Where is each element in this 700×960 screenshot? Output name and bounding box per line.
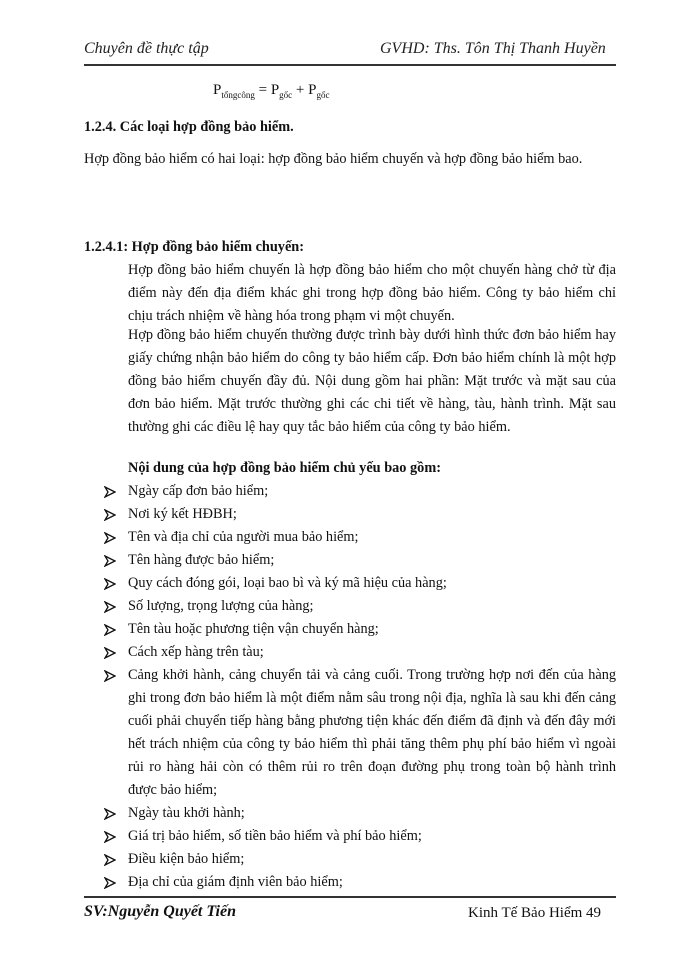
list-item-text: Cảng khởi hành, cảng chuyển tải và cảng cuối. Trong trường hợp nơi đến của hàng ghi trong đơn bảo hiểm là một điểm nằm sâu trong nội địa, nghĩa là sau khi đến cảng cuối phải chuyển tiếp hàng bằng phương tiện khác đến điểm đã định và đến đây mới hết trách nhiệm của công ty bảo hiểm thì phải tăng thêm phụ phí bảo hiểm vì ngoài rủi ro hàng hải còn có thêm rủi ro trên đoạn đường phụ trong toàn bộ hành trình được bảo hiểm; bbox=[128, 667, 616, 798]
arrowhead-bullet-icon bbox=[104, 486, 116, 498]
list-item-text: Tên và địa chỉ của người mua bảo hiểm; bbox=[128, 529, 359, 545]
arrowhead-bullet-icon bbox=[104, 555, 116, 567]
formula-term1-subscript: gốc bbox=[279, 90, 293, 100]
formula-plus: + bbox=[292, 82, 309, 98]
list-item-text: Nơi ký kết HĐBH; bbox=[128, 506, 237, 522]
arrowhead-bullet-icon bbox=[104, 578, 116, 590]
header-divider bbox=[84, 64, 616, 66]
arrowhead-bullet-icon bbox=[104, 854, 116, 866]
content-list bbox=[104, 480, 616, 894]
section-intro: Hợp đồng bảo hiểm có hai loại: hợp đồng bảo hiểm chuyến và hợp đồng bảo hiểm bao. bbox=[84, 151, 583, 167]
list-item bbox=[104, 664, 616, 802]
list-item-text: Ngày tàu khởi hành; bbox=[128, 805, 245, 821]
list-item bbox=[104, 480, 616, 503]
list-item-text: Ngày cấp đơn bảo hiểm; bbox=[128, 483, 269, 499]
formula-equals: = bbox=[254, 82, 271, 98]
list-item-text: Tên tàu hoặc phương tiện vận chuyển hàng; bbox=[128, 621, 379, 637]
footer-page-info: Kinh Tế Bảo Hiểm 49 bbox=[468, 905, 602, 921]
list-item-text: Điều kiện bảo hiểm; bbox=[128, 851, 245, 867]
list-item-text: Giá trị bảo hiểm, số tiền bảo hiểm và phí bảo hiểm; bbox=[128, 828, 422, 844]
footer-divider bbox=[84, 896, 616, 898]
list-item-text: Cách xếp hàng trên tàu; bbox=[128, 644, 264, 660]
paragraph-1: Hợp đồng bảo hiểm chuyến là hợp đồng bảo hiểm cho một chuyến hàng chở từ địa điểm này đến địa điểm khác ghi trong hợp đồng bảo hiểm. Công ty bảo hiểm chỉ chịu trách nhiệm về hàng hóa trong phạm vi một chuyến. bbox=[128, 262, 616, 324]
list-item bbox=[104, 618, 616, 641]
list-item bbox=[104, 595, 616, 618]
footer-student: SV:Nguyễn Quyết Tiến bbox=[84, 903, 236, 920]
header-course-title: Chuyên đề thực tập bbox=[84, 40, 209, 57]
list-item bbox=[104, 503, 616, 526]
formula-lhs: P bbox=[213, 82, 222, 98]
arrowhead-bullet-icon bbox=[104, 532, 116, 544]
list-item bbox=[104, 549, 616, 572]
formula-term2: P bbox=[308, 82, 317, 98]
list-item bbox=[104, 526, 616, 549]
list-item-text: Quy cách đóng gói, loại bao bì và ký mã hiệu của hàng; bbox=[128, 575, 447, 591]
arrowhead-bullet-icon bbox=[104, 509, 116, 521]
list-item bbox=[104, 848, 616, 871]
arrowhead-bullet-icon bbox=[104, 808, 116, 820]
arrowhead-bullet-icon bbox=[104, 670, 116, 682]
list-item bbox=[104, 802, 616, 825]
arrowhead-bullet-icon bbox=[104, 601, 116, 613]
arrowhead-bullet-icon bbox=[104, 831, 116, 843]
section-heading: 1.2.4. Các loại hợp đồng bảo hiểm. bbox=[84, 119, 294, 135]
paragraph-2: Hợp đồng bảo hiểm chuyến thường được trình bày dưới hình thức đơn bảo hiểm hay giấy chứng nhận bảo hiểm do công ty bảo hiểm cấp. Đơn bảo hiểm chính là một hợp đồng bảo hiểm chuyến đầy đủ. Nội dung gồm hai phần: Mặt trước và mặt sau của đơn bảo hiểm. Mặt trước thường ghi các chi tiết về hàng, tàu, hành trình. Mặt sau thường ghi các điều lệ hay quy tắc bảo hiểm của công ty bảo hiểm. bbox=[128, 327, 616, 435]
header-supervisor: GVHD: Ths. Tôn Thị Thanh Huyền bbox=[380, 40, 606, 57]
formula-lhs-subscript: tổngcông bbox=[221, 90, 255, 100]
list-item bbox=[104, 825, 616, 848]
list-item bbox=[104, 871, 616, 894]
formula bbox=[213, 82, 329, 100]
subsection-heading: 1.2.4.1: Hợp đồng bảo hiểm chuyến: bbox=[84, 239, 305, 255]
list-item-text: Tên hàng được bảo hiểm; bbox=[128, 552, 275, 568]
list-item bbox=[104, 572, 616, 595]
list-item bbox=[104, 641, 616, 664]
formula-term2-subscript: gốc bbox=[316, 90, 330, 100]
list-item-text: Số lượng, trọng lượng của hàng; bbox=[128, 598, 314, 614]
formula-term1: P bbox=[270, 82, 280, 98]
arrowhead-bullet-icon bbox=[104, 624, 116, 636]
arrowhead-bullet-icon bbox=[104, 877, 116, 889]
list-item-text: Địa chỉ của giám định viên bảo hiểm; bbox=[128, 874, 343, 890]
list-heading: Nội dung của hợp đồng bảo hiểm chủ yếu bao gồm: bbox=[128, 460, 441, 476]
arrowhead-bullet-icon bbox=[104, 647, 116, 659]
